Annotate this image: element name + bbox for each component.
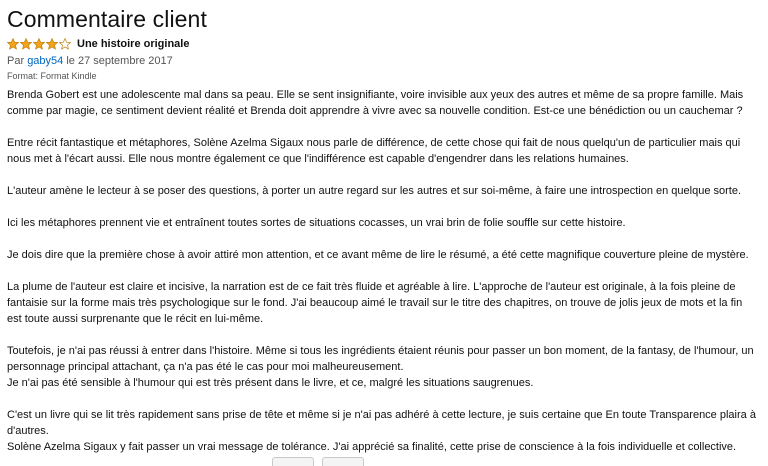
page-title: Commentaire client: [7, 6, 207, 32]
review-paragraph: Solène Azelma Sigaux y fait passer un vrai message de tolérance. J'ai apprécié sa finalité, cette prise de conscience à la fois individuelle et collective.: [7, 441, 737, 453]
review-paragraph: Ici les métaphores prennent vie et entraînent toutes sortes de situations cocasses, un vrai brin de folie souffle sur cette histoire.: [7, 217, 626, 229]
helpful-button[interactable]: [272, 457, 314, 466]
review-paragraph: Entre récit fantastique et métaphores, Solène Azelma Sigaux nous parle de différence, de cette chose qui fait de nous quelqu'un de particulier mais qui nous met à l'écart aussi. Elle nous montre également ce que l'indifférence est capable d'engendrer dans les relations humaines.: [7, 137, 741, 165]
review-body: [7, 87, 759, 455]
review-paragraph: Toutefois, je n'ai pas réussi à entrer dans l'histoire. Même si tous les ingrédients étaient réunis pour passer un bon moment, de la fantasy, de l'humour, un personnage principal attachant, ça n'a pas été le cas pour moi malheureusement.: [7, 345, 754, 373]
author-link[interactable]: gaby54: [27, 55, 64, 67]
review-paragraph: La plume de l'auteur est claire et incisive, la narration est de ce fait très fluide et agréable à lire. L'approche de l'auteur est originale, à la fois pleine de fantaisie sur la forme mais très psychologique sur le fond. J'ai beaucoup aimé le travail sur le titre des chapitres, on trouve de jolis jeux de mots et la fin est toute aussi surprenante que le récit en lui-même.: [7, 281, 743, 325]
review-byline: [7, 54, 768, 69]
review-actions: [272, 457, 768, 466]
star-icon: [59, 38, 71, 50]
star-icon: [33, 38, 45, 50]
star-rating[interactable]: [7, 38, 72, 50]
review-paragraph: Brenda Gobert est une adolescente mal dans sa peau. Elle se sent insignifiante, voire invisible aux yeux des autres et même de sa propre famille. Mais comme par magie, ce sentiment devient réalité et Brenda doit apprendre à vivre avec sa nouvelle condition. Est-ce une bénédiction ou un cauchemar ?: [7, 89, 744, 117]
review-date: le 27 septembre 2017: [66, 55, 173, 67]
review-headline[interactable]: Une histoire originale: [77, 38, 190, 50]
star-icon: [20, 38, 32, 50]
review-paragraph: Je dois dire que la première chose à avoir attiré mon attention, et ce avant même de lire le résumé, a été cette magnifique couverture pleine de mystère.: [7, 249, 749, 261]
rating-row: [7, 36, 768, 52]
review-paragraph: C'est un livre qui se lit très rapidement sans prise de tête et même si je n'ai pas adhéré à cette lecture, je suis certaine que En toute Transparence plaira à d'autres.: [7, 409, 756, 437]
review-paragraph: L'auteur amène le lecteur à se poser des questions, à porter un autre regard sur les autres et sur soi-même, à faire une introspection en quelque sorte.: [7, 185, 742, 197]
format-label: Format: Format Kindle: [7, 71, 97, 81]
star-icon: [46, 38, 58, 50]
by-prefix: Par: [7, 55, 25, 67]
report-button[interactable]: [322, 457, 364, 466]
review-paragraph: Je n'ai pas été sensible à l'humour qui est très présent dans le livre, et ce, malgré les situations saugrenues.: [7, 377, 534, 389]
star-icon: [7, 38, 19, 50]
review-panel: [0, 5, 768, 453]
